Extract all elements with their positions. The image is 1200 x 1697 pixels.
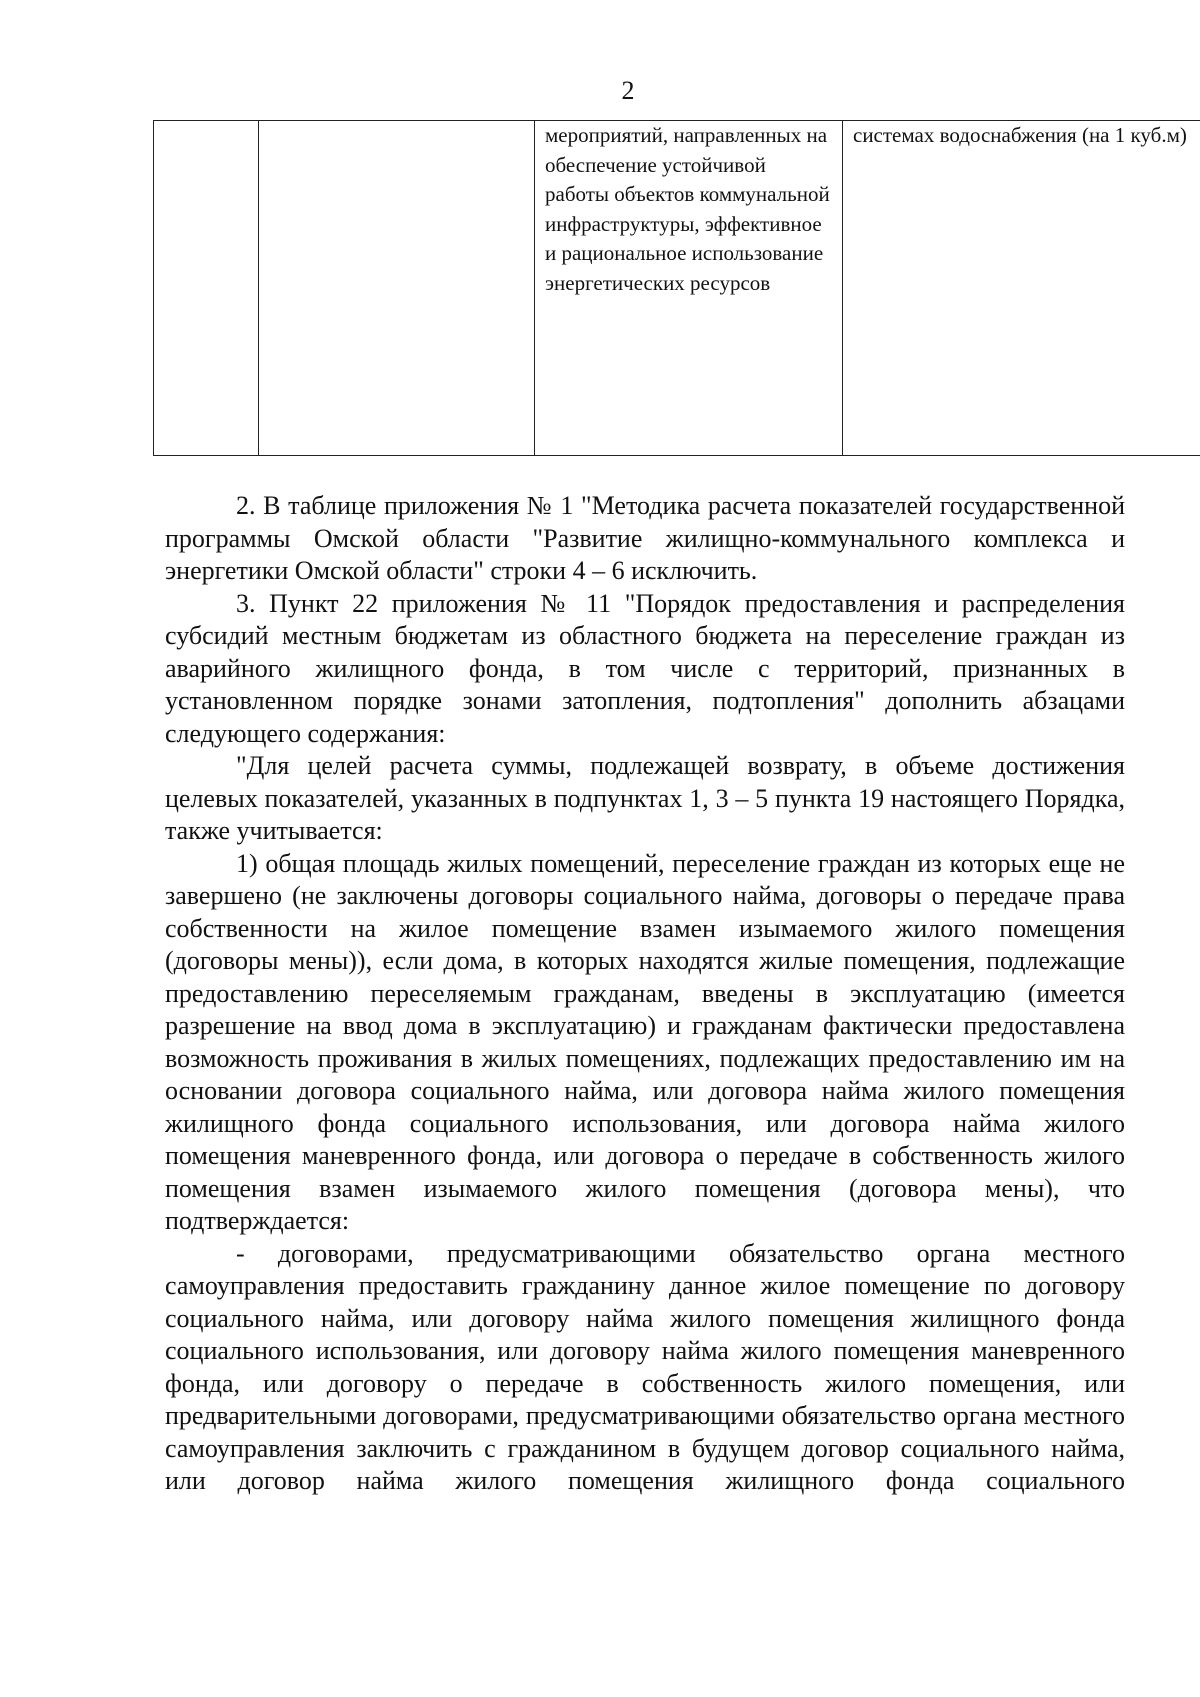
continuation-table — [153, 120, 1200, 456]
page-number: 2 — [621, 76, 635, 105]
document-body — [165, 490, 1125, 1498]
table-cell-unit: системах водоснабжения (на 1 куб.м) — [843, 121, 1200, 456]
table-cell-number — [154, 121, 259, 456]
paragraph-item-2: 2. В таблице приложения № 1 "Методика расчета показателей государственной программы Омской области "Развитие жилищно-коммунального комплекса и энергетики Омской области" строки 4 – 6 исключить. — [165, 491, 1125, 585]
table-row — [154, 121, 1200, 456]
paragraph-subitem-1: 1) общая площадь жилых помещений, переселение граждан из которых еще не завершено (не заключены договоры социального найма, договоры о передаче права собственности на жилое помещение взамен изымаемого жилого помещения (договоры мены)), если дома, в которых находятся жилые помещения, подлежащие предоставлению переселяемым гражданам, введены в эксплуатацию (имеется разрешение на ввод дома в эксплуатацию) и гражданам фактически предоставлена возможность проживания в жилых помещениях, подлежащих предоставлению им на основании договора социального найма, или договора найма жилого помещения жилищного фонда социального использования, или договора найма жилого помещения маневренного фонда, или договора о передаче в собственность жилого помещения взамен изымаемого жилого помещения (договора мены), что подтверждается: — [165, 848, 1125, 1235]
table-cell-goal: мероприятий, направленных на обеспечение устойчивой работы объектов коммунальной инфраструктуры, эффективное и рациональное использование энергетических ресурсов — [535, 121, 843, 456]
paragraph-dash-item: - договорами, предусматривающими обязательство органа местного самоуправления предоставить гражданину данное жилое помещение по договору социального найма, или договору найма жилого помещения жилищного фонда социального использования, или договору найма жилого помещения маневренного фонда, или договору о передаче в собственность жилого помещения, или предварительными договорами, предусматривающими обязательство органа местного самоуправления заключить с гражданином в будущем договор социального найма, или договор найма жилого помещения жилищного фонда социального — [165, 1238, 1125, 1495]
paragraph-item-3: 3. Пункт 22 приложения № 11 "Порядок предоставления и распределения субсидий местным бюджетам из областного бюджета на переселение граждан из аварийного жилищного фонда, в том числе с территорий, признанных в установленном порядке зонами затопления, подтопления" дополнить абзацами следующего содержания: — [165, 588, 1125, 748]
paragraph-quote-intro: "Для целей расчета суммы, подлежащей возврату, в объеме достижения целевых показателей, указанных в подпунктах 1, 3 – 5 пункта 19 настоящего Порядка, также учитывается: — [165, 751, 1125, 845]
table-cell-indicator — [259, 121, 535, 456]
